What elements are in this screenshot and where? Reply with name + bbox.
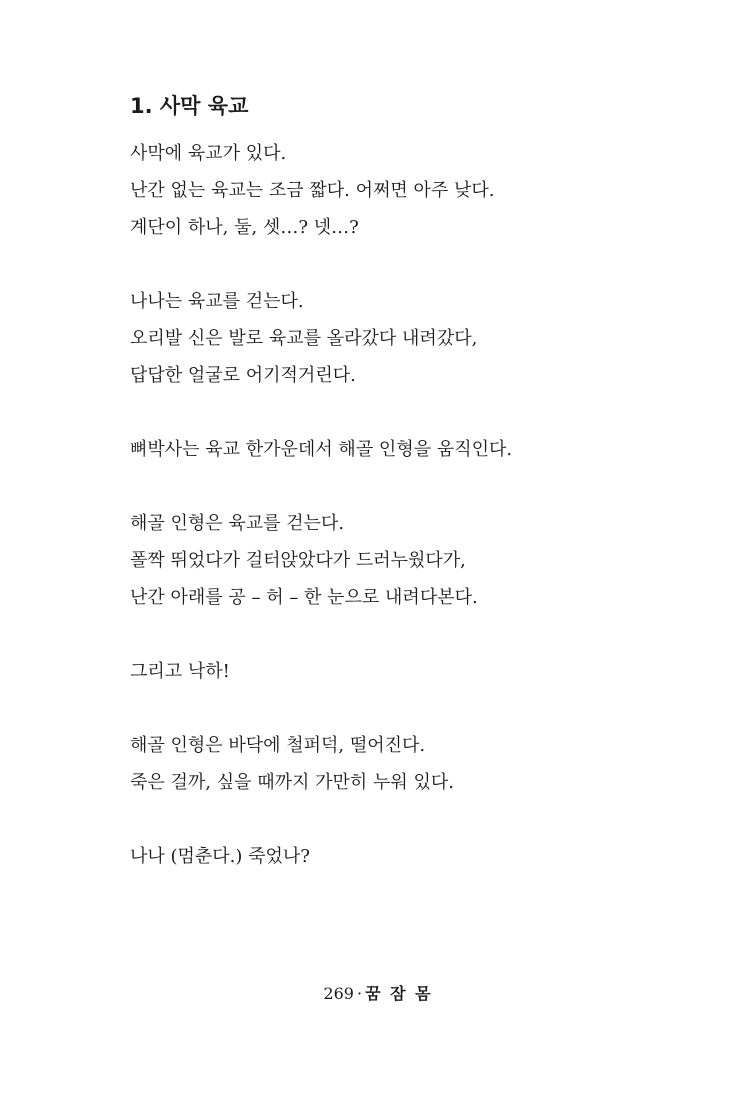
poem-line: 해골 인형은 육교를 걷는다. — [130, 513, 345, 534]
stanza — [130, 283, 730, 394]
poem-line: 죽은 걸까, 싶을 때까지 가만히 누워 있다. — [130, 772, 454, 793]
stanza-gap — [130, 246, 730, 283]
stanza-gap — [130, 468, 730, 505]
poem-line: 난간 없는 육교는 조금 짧다. 어쩌면 아주 낮다. — [130, 180, 495, 201]
stanza-gap — [130, 801, 730, 838]
stanza — [130, 505, 730, 616]
poem-line: 그리고 낙하! — [130, 661, 230, 682]
book-title: 꿈 잠 몸 — [365, 984, 433, 1003]
poem-line: 계단이 하나, 둘, 셋…? 넷…? — [130, 217, 359, 238]
stanza-gap — [130, 394, 730, 431]
page-number: 269 — [323, 984, 354, 1003]
poem-line: 사막에 육교가 있다. — [130, 143, 287, 164]
stanza — [130, 727, 730, 801]
section-heading: 1. 사막 육교 — [130, 94, 249, 118]
poem-line: 해골 인형은 바닥에 철퍼덕, 떨어진다. — [130, 735, 426, 756]
footer-separator: · — [356, 984, 363, 1003]
stanza-gap — [130, 616, 730, 653]
poem-line: 오리발 신은 발로 육교를 올라갔다 내려갔다, — [130, 328, 478, 349]
poem-body — [130, 135, 730, 875]
poem-line: 뼈박사는 육교 한가운데서 해골 인형을 움직인다. — [130, 439, 513, 460]
stanza — [130, 838, 730, 875]
poem-line: 폴짝 뛰었다가 걸터앉았다가 드러누웠다가, — [130, 550, 466, 571]
stanza — [130, 431, 730, 468]
page-footer — [0, 983, 756, 1005]
poem-line: 나나 (멈춘다.) 죽었나? — [130, 846, 310, 867]
poem-line: 나나는 육교를 걷는다. — [130, 291, 304, 312]
stanza — [130, 653, 730, 690]
stanza — [130, 135, 730, 246]
poem-line: 난간 아래를 공 – 허 – 한 눈으로 내려다본다. — [130, 587, 478, 608]
poem-line: 답답한 얼굴로 어기적거린다. — [130, 365, 356, 386]
stanza-gap — [130, 690, 730, 727]
